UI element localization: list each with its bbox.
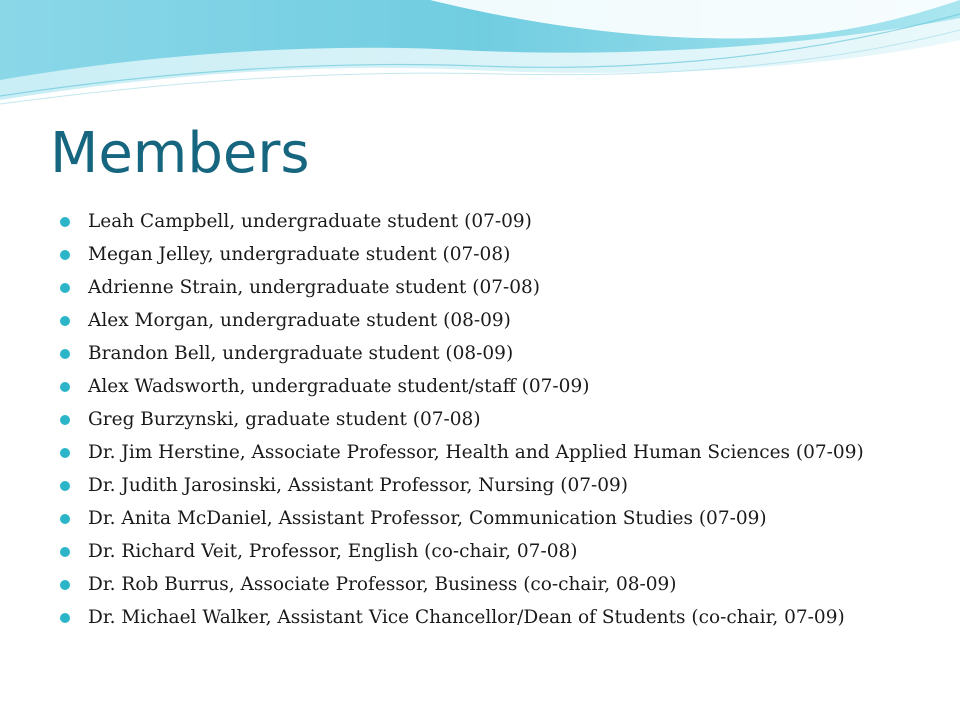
bullet-icon	[60, 382, 70, 392]
list-item	[60, 436, 940, 469]
bullet-icon	[60, 448, 70, 458]
member-text: Dr. Michael Walker, Assistant Vice Chancellor/Dean of Students (co-chair, 07-09)	[88, 607, 845, 628]
member-text: Dr. Jim Herstine, Associate Professor, Health and Applied Human Sciences (07-09)	[88, 442, 864, 463]
wave-banner-decoration	[0, 0, 960, 120]
member-text: Dr. Anita McDaniel, Assistant Professor, Communication Studies (07-09)	[88, 508, 767, 529]
bullet-icon	[60, 613, 70, 623]
bullet-icon	[60, 481, 70, 491]
bullet-icon	[60, 580, 70, 590]
list-item	[60, 238, 940, 271]
list-item	[60, 535, 940, 568]
bullet-icon	[60, 283, 70, 293]
member-text: Dr. Rob Burrus, Associate Professor, Business (co-chair, 08-09)	[88, 574, 677, 595]
member-text: Leah Campbell, undergraduate student (07-09)	[88, 211, 532, 232]
bullet-icon	[60, 250, 70, 260]
list-item	[60, 337, 940, 370]
member-text: Megan Jelley, undergraduate student (07-08)	[88, 244, 511, 265]
member-list	[60, 205, 940, 634]
member-text: Alex Wadsworth, undergraduate student/staff (07-09)	[88, 376, 590, 397]
list-item	[60, 271, 940, 304]
member-text: Dr. Richard Veit, Professor, English (co-chair, 07-08)	[88, 541, 578, 562]
bullet-icon	[60, 415, 70, 425]
list-item	[60, 370, 940, 403]
list-item	[60, 601, 940, 634]
member-text: Dr. Judith Jarosinski, Assistant Professor, Nursing (07-09)	[88, 475, 628, 496]
list-item	[60, 205, 940, 238]
bullet-icon	[60, 514, 70, 524]
member-text: Alex Morgan, undergraduate student (08-09)	[88, 310, 511, 331]
list-item	[60, 403, 940, 436]
bullet-icon	[60, 349, 70, 359]
list-item	[60, 568, 940, 601]
member-text: Adrienne Strain, undergraduate student (07-08)	[88, 277, 541, 298]
bullet-icon	[60, 547, 70, 557]
member-text: Greg Burzynski, graduate student (07-08)	[88, 409, 481, 430]
member-text: Brandon Bell, undergraduate student (08-09)	[88, 343, 514, 364]
list-item	[60, 502, 940, 535]
list-item	[60, 469, 940, 502]
bullet-icon	[60, 316, 70, 326]
slide-title: Members	[50, 121, 310, 186]
list-item	[60, 304, 940, 337]
bullet-icon	[60, 217, 70, 227]
